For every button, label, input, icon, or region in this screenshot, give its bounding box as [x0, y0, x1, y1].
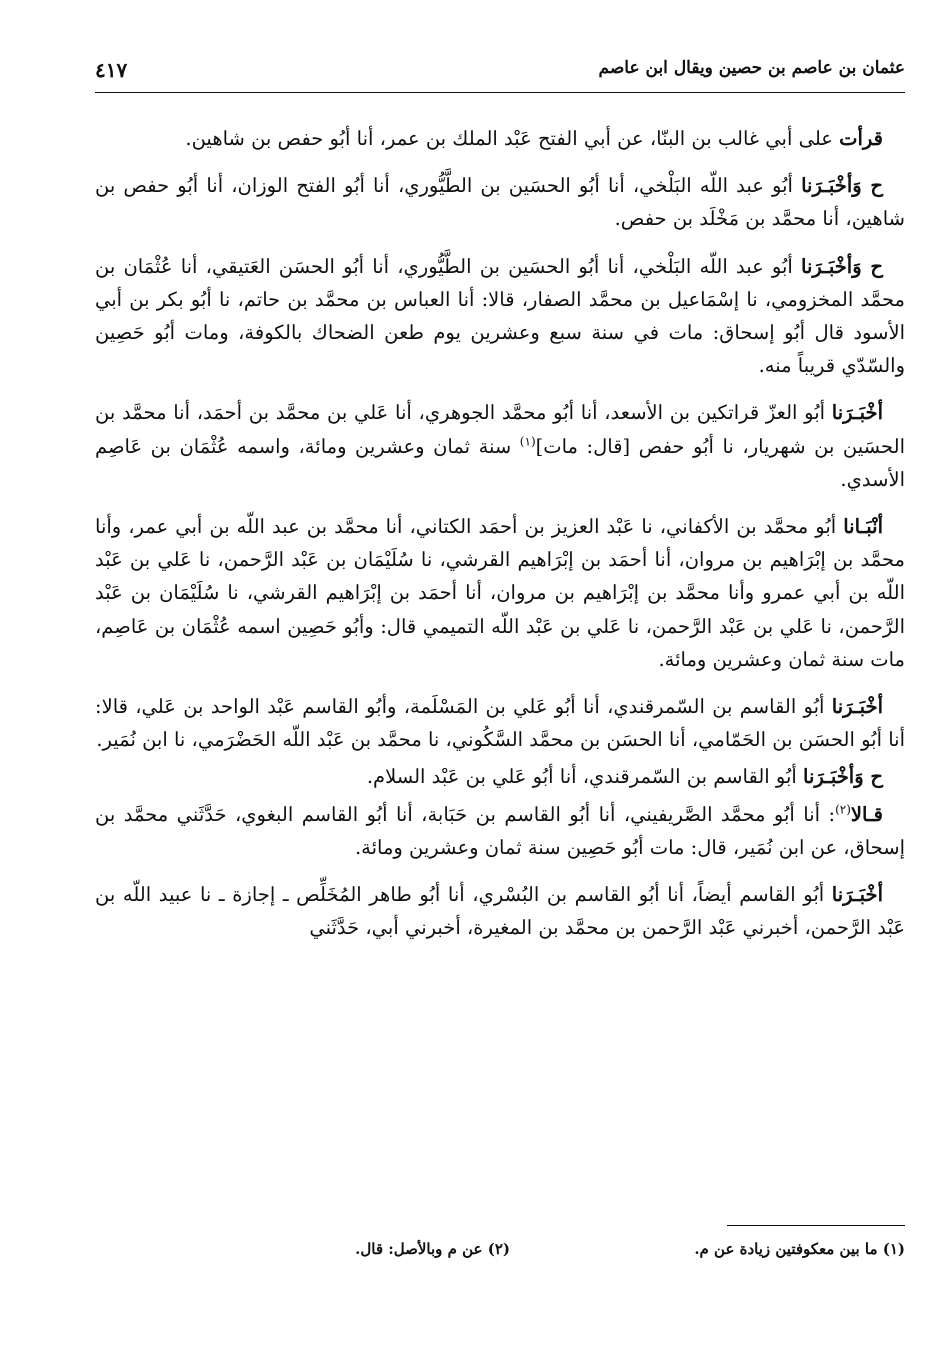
footnote-1: (١) ما بين معكوفتين زيادة عن م.	[694, 1240, 905, 1258]
paragraph-text: أبُو القاسم أيضاً، أنا أبُو القاسم بن البُسْري، أنا أبُو طاهر المُخَلِّص ـ إجازة ـ نا عبيد اللّه بن عَبْد الرَّحمن، أخبرني عَبْد الرَّحمن بن محمَّد بن المغيرة، أخبرني أبي، حَدَّثَني	[95, 883, 905, 940]
paragraph-keyword: قرأت	[839, 127, 883, 150]
paragraph-text: أبُو محمَّد بن الأكفاني، نا عَبْد العزيز بن أحمَد الكتاني، أنا محمَّد بن عبد اللّه بن أبي عمر، وأنا محمَّد بن إبْرَاهيم بن مروان، أنا أحمَد بن إبْرَاهيم القرشي، نا سُلَيْمَان بن عَبْد الرَّحمن، نا عَلي بن عَبْد اللّه بن أبي عمرو وأنا محمَّد بن إبْرَاهيم بن مروان، أنا أحمَد بن إبْرَاهيم القرشي، نا سُلَيْمَان بن عَبْد الرَّحمن، نا عَلي بن عَبْد الرَّحمن، نا عَلي بن عَبْد اللّه التميمي قال: وأبُو حَصِين اسمه عُثْمَان بن عَاصِم، مات سنة ثمان وعشرين ومائة.	[95, 515, 905, 671]
footnote-ref[interactable]: (٢)	[835, 802, 851, 817]
paragraph	[95, 798, 905, 864]
footnote-ref[interactable]: (١)	[519, 434, 536, 449]
paragraph-keyword: ح وَأخْبَـرَنا	[803, 765, 883, 789]
paragraph-keyword: قـالا	[850, 802, 883, 826]
paragraph-keyword: أخْبَـرَنا	[831, 883, 883, 907]
paragraph	[95, 690, 905, 756]
body-text	[95, 122, 905, 958]
paragraph-text: : أنا أبُو محمَّد الصَّريفيني، أنا أبُو القاسم بن حَبَابة، أنا أبُو القاسم البغوي، حَدَّثَني محمَّد بن إسحاق، عن ابن نُمَير، قال: مات أبُو حَصِين سنة ثمان وعشرين ومائة.	[95, 802, 905, 859]
page-number: ٤١٧	[95, 58, 128, 82]
paragraph	[95, 250, 905, 383]
paragraph-text: على أبي غالب بن البنّا، عن أبي الفتح عَبْد الملك بن عمر، أنا أبُو حفص بن شاهين.	[185, 127, 840, 150]
paragraph-keyword: أخْبَـرَنا	[831, 695, 883, 719]
header-rule	[95, 92, 905, 93]
footnote-rule	[727, 1225, 905, 1226]
paragraph-text: أبُو عبد اللّه البَلْخي، أنا أبُو الحسَين بن الطَّيُّوري، أنا أبُو الحسَن العَتيقي، أنا عُثْمَان بن محمَّد المخزومي، نا إسْمَاعيل بن محمَّد الصفار، قالا: أنا العباس بن محمَّد بن حاتم، نا أبُو بكر بن أبي الأسود قال أبُو إسحاق: مات في سنة سبع وعشرين يوم طعن الضحاك بالكوفة، ومات أبُو حَصِين والسّدّي قريباً منه.	[95, 254, 905, 378]
paragraph-text: أبُو عبد اللّه البَلْخي، أنا أبُو الحسَين بن الطَّيُّوري، أنا أبُو الفتح الوزان، أنا أبُو حفص بن شاهين، أنا محمَّد بن مَخْلَد بن حفص.	[95, 174, 905, 231]
paragraph	[95, 878, 905, 944]
paragraph-text: أبُو العزّ قراتكين بن الأسعد، أنا أبُو محمَّد الجوهري، أنا عَلي بن محمَّد بن أحمَد، أنا محمَّد بن الحسَين بن شهريار، نا أبُو حفص [قال: مات]	[95, 401, 905, 458]
running-title: عثمان بن عاصم بن حصين ويقال ابن عاصم	[598, 58, 905, 78]
paragraph	[95, 510, 905, 676]
paragraph-keyword: أخْبَـرَنا	[831, 401, 883, 425]
paragraph-text-cont: سنة ثمان وعشرين ومائة، واسمه عُثْمَان بن عَاصِم الأسدي.	[95, 434, 905, 491]
paragraph-text: أبُو القاسم بن السّمرقندي، أنا أبُو عَلي بن عَبْد السلام.	[366, 765, 803, 789]
paragraph-keyword: أنْبَـانا	[843, 515, 883, 539]
paragraph	[95, 760, 905, 793]
paragraph	[95, 122, 905, 155]
paragraph	[95, 169, 905, 235]
paragraph-text: أبُو القاسم بن السّمرقندي، أنا أبُو عَلي بن المَسْلَمة، وأبُو القاسم عَبْد الواحد بن عَلي، قالا: أنا أبُو الحسَن بن الحَمّامي، أنا الحسَن بن محمَّد السَّكُوني، نا محمَّد بن عَبْد اللّه الحَضْرَمي، نا ابن نُمَير.	[95, 695, 905, 752]
page-header	[95, 58, 905, 88]
footnote-2: (٢) عن م وبالأصل: قال.	[355, 1240, 510, 1258]
paragraph-keyword: ح وَأخْبَـرَنا	[801, 254, 883, 278]
paragraph	[95, 396, 905, 496]
footnotes	[95, 1240, 905, 1270]
paragraph-keyword: ح وَأخْبَـرَنا	[801, 174, 883, 198]
